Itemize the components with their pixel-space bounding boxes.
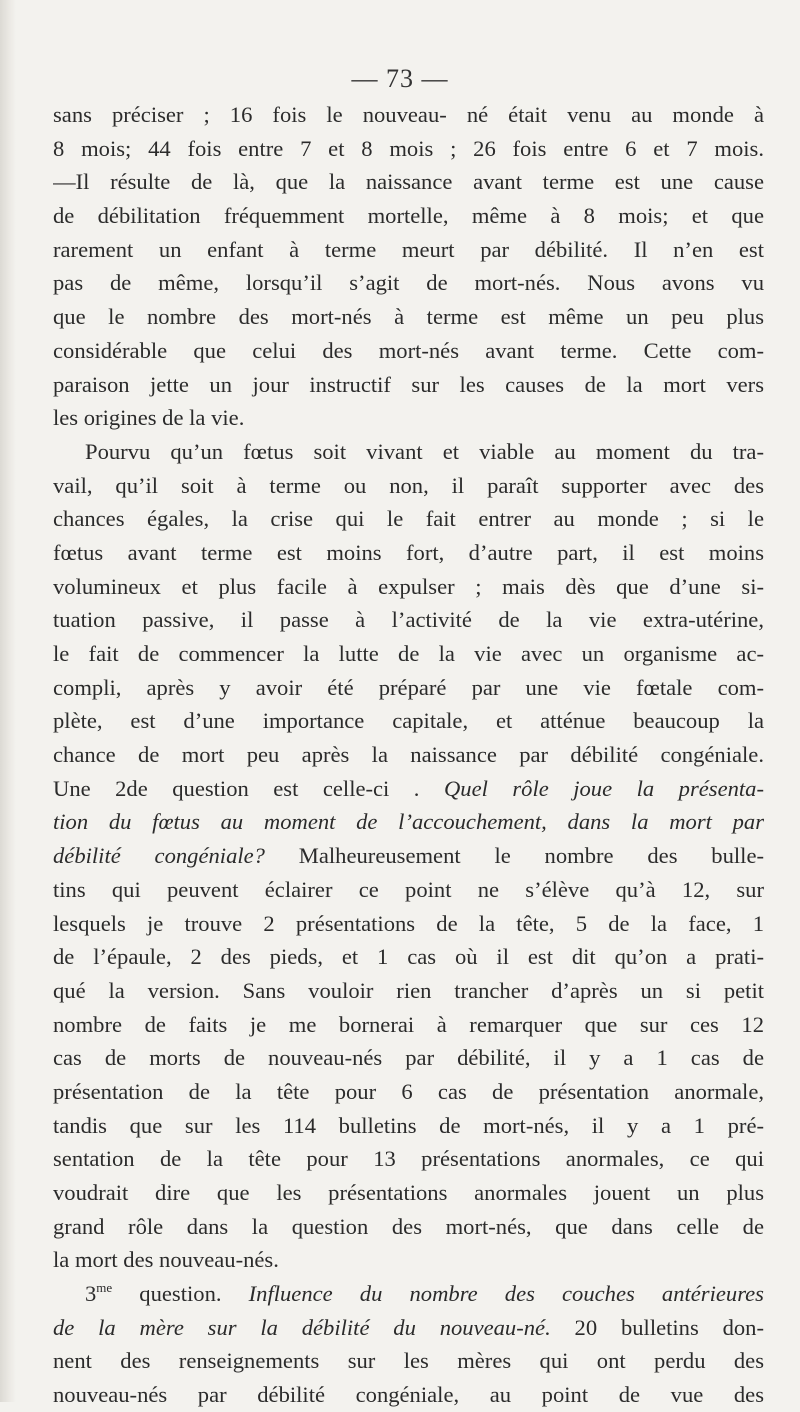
paragraph-start: Pourvu qu’un fœtus soit vivant et viable au moment du tra-	[85, 438, 764, 464]
text-line: nouveau-nés par débilité congéniale, au point de vue des	[53, 1382, 764, 1408]
text-line: vail, qu’il soit à terme ou non, il paraît supporter avec des	[53, 472, 764, 498]
ordinal-suffix: me	[96, 1280, 113, 1296]
text-line: sentation de la tête pour 13 présentations anormales, ce qui	[53, 1146, 764, 1172]
text-line: présentation de la tête pour 6 cas de présentation anormale,	[53, 1078, 764, 1104]
text-line: chances égales, la crise qui le fait entrer au monde ; si le	[53, 506, 764, 532]
text-line: chance de mort peu après la naissance par débilité congéniale.	[53, 742, 764, 768]
text-line: de l’épaule, 2 des pieds, et 1 cas où il est dit qu’on a prati-	[53, 944, 764, 970]
text-line: nombre de faits je me bornerai à remarquer que sur ces 12	[53, 1011, 764, 1037]
text-line: de débilitation fréquemment mortelle, même à 8 mois; et que	[53, 203, 764, 229]
text-line: qué la version. Sans vouloir rien trancher d’après un si petit	[53, 977, 764, 1003]
text-line: tins qui peuvent éclairer ce point ne s’élève qu’à 12, sur	[53, 876, 764, 902]
paragraph-start	[53, 1277, 764, 1311]
text-line: considérable que celui des mort-nés avant terme. Cette com-	[53, 337, 764, 363]
body-text	[53, 98, 764, 1412]
text-line: tandis que sur les 114 bulletins de mort-nés, il y a 1 pré-	[53, 1112, 764, 1138]
text-line	[53, 805, 764, 839]
text-line: fœtus avant terme est moins fort, d’autre part, il est moins	[53, 539, 764, 565]
text-line: grand rôle dans la question des mort-nés, que dans celle de	[53, 1213, 764, 1239]
text-line	[53, 1311, 764, 1345]
text-line: nent des renseignements sur les mères qui ont perdu des	[53, 1348, 764, 1374]
text-run: Une 2de question est celle-ci .	[53, 775, 444, 801]
page-edge-shadow	[0, 0, 16, 1402]
question-title: Quel rôle joue la présenta-	[443, 775, 764, 801]
text-line: paraison jette un jour instructif sur les causes de la mort vers	[53, 371, 764, 397]
text-line: —Il résulte de là, que la naissance avant terme est une cause	[53, 169, 764, 195]
text-line: cas de morts de nouveau-nés par débilité, il y a 1 cas de	[53, 1045, 764, 1071]
question-title: débilité congéniale?	[53, 843, 265, 869]
question-title: tion du fœtus au moment de l’accouchement, dans la mort par	[53, 809, 764, 835]
text-line: pas de même, lorsqu’il s’agit de mort-nés. Nous avons vu	[53, 270, 764, 296]
text-line: la mort des nouveau-nés.	[53, 1247, 279, 1273]
text-line: sans préciser ; 16 fois le nouveau- né était venu au monde à	[53, 102, 764, 127]
text-line: voudrait dire que les présentations anormales jouent un plus	[53, 1180, 764, 1205]
text-line: tuation passive, il passe à l’activité de la vie extra-utérine,	[53, 607, 764, 633]
text-line: compli, après y avoir été préparé par une vie fœtale com-	[53, 674, 764, 700]
text-line: plète, est d’une importance capitale, et atténue beaucoup la	[53, 708, 764, 734]
text-run: question.	[112, 1281, 249, 1307]
text-line	[53, 772, 764, 806]
text-line: le fait de commencer la lutte de la vie avec un organisme ac-	[53, 641, 764, 666]
question-title: Influence du nombre des couches antérieures	[248, 1281, 764, 1307]
text-line: lesquels je trouve 2 présentations de la tête, 5 de la face, 1	[53, 910, 764, 936]
text-line: les origines de la vie.	[53, 405, 245, 431]
text-run: 20 bulletins don-	[550, 1314, 764, 1340]
text-run: Malheureusement le nombre des bulle-	[264, 843, 764, 869]
text-run: 3	[85, 1281, 97, 1307]
text-line	[53, 839, 764, 873]
question-title: de la mère sur la débilité du nouveau-né.	[53, 1314, 551, 1340]
text-line: rarement un enfant à terme meurt par débilité. Il n’en est	[53, 236, 764, 262]
text-line: que le nombre des mort-nés à terme est même un peu plus	[53, 304, 764, 330]
text-line: volumineux et plus facile à expulser ; mais dès que d’une si-	[53, 573, 764, 599]
page-number: — 73 —	[351, 64, 449, 93]
text-line: 8 mois; 44 fois entre 7 et 8 mois ; 26 fois entre 6 et 7 mois.	[53, 135, 764, 161]
